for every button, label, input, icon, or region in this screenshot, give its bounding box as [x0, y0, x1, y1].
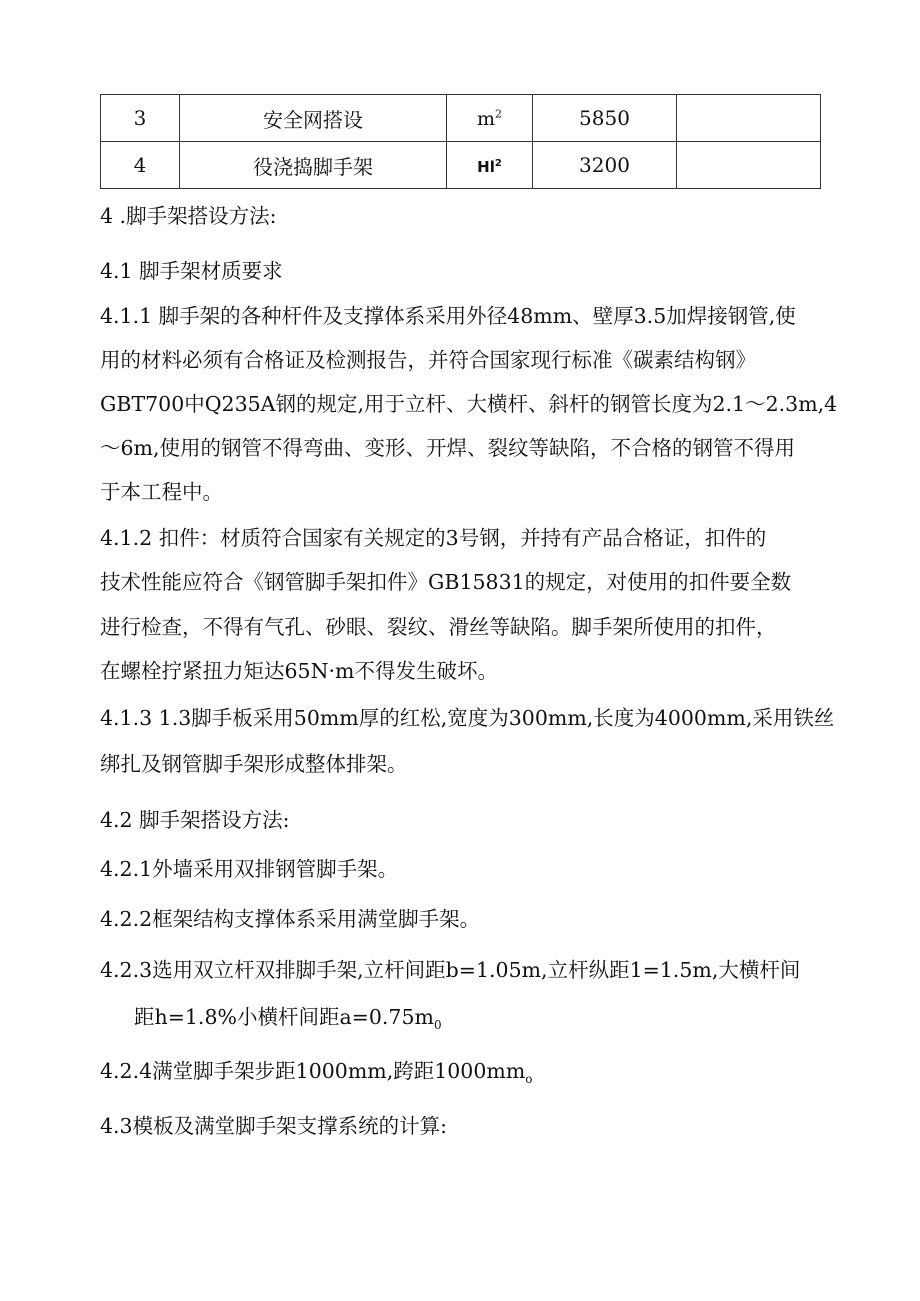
paragraph-line: 用的材料必须有合格证及检测报告，并符合国家现行标准《碳素结构钢》 [100, 348, 756, 372]
unit-label: $m^2$ [476, 107, 503, 130]
table-row [101, 142, 821, 189]
quantity-table [100, 94, 821, 189]
section-heading: 4 .脚手架搭设方法: [100, 204, 277, 228]
paragraph-line: ～6m,使用的钢管不得弯曲、变形、开焊、裂纹等缺陷，不合格的钢管不得用 [100, 436, 795, 460]
paragraph-line: 4.2.2框架结构支撑体系采用满堂脚手架。 [100, 907, 481, 931]
paragraph-line: 于本工程中。 [100, 480, 223, 504]
paragraph-line: 4.2.1外墙采用双排钢管脚手架。 [100, 857, 399, 881]
paragraph-line: 进行检查，不得有气孔、砂眼、裂纹、滑丝等缺陷。脚手架所使用的扣件， [100, 615, 777, 639]
note-cell [677, 95, 821, 142]
row-number: 3 [101, 95, 180, 142]
paragraph-line: 4.1.2 扣件：材质符合国家有关规定的3号钢，并持有产品合格证，扣件的 [100, 526, 767, 550]
quantity-value: 5850 [533, 95, 677, 142]
item-name: 安全网搭设 [180, 95, 447, 142]
unit-cell [447, 95, 533, 142]
paragraph-line: 4.2.4满堂脚手架步距1000mm,跨距$1000mm_o$ [100, 1059, 533, 1087]
paragraph-line: 4.2.3选用双立杆双排脚手架,立杆间距b=1.05m,立杆纵距1=1.5m,大横杆间 [100, 958, 801, 982]
paragraph-line: 在螺栓拧紧扭力矩达65N·m不得发生破坏。 [100, 659, 498, 683]
paragraph-line: 技术性能应符合《钢管脚手架扣件》GB15831的规定，对使用的扣件要全数 [100, 570, 792, 594]
unit-cell [447, 142, 533, 189]
paragraph-line: 4.1.1 脚手架的各种杆件及支撑体系采用外径48mm、壁厚3.5加焊接钢管,使 [100, 304, 796, 328]
paragraph-line: GBT700中Q235A钢的规定,用于立杆、大横杆、斜杆的钢管长度为2.1～2.3m,4 [100, 392, 838, 416]
quantity-value: 3200 [533, 142, 677, 189]
note-cell [677, 142, 821, 189]
row-number: 4 [101, 142, 180, 189]
unit-label: Hl$^2$ [477, 158, 502, 176]
subsection-heading: 4.1 脚手架材质要求 [100, 259, 283, 283]
item-name: 役浇捣脚手架 [180, 142, 447, 189]
paragraph-line: 4.1.3 1.3脚手板采用50mm厚的红松,宽度为300mm,长度为4000mm,采用铁丝 [100, 706, 835, 730]
subsection-heading: 4.3模板及满堂脚手架支撑系统的计算: [100, 1114, 448, 1138]
subsection-heading: 4.2 脚手架搭设方法: [100, 808, 290, 832]
table-row [101, 95, 821, 142]
paragraph-line: 距h=1.8%小横杆间距$a=0.75m_0$ [134, 1005, 442, 1033]
paragraph-line: 绑扎及钢管脚手架形成整体排架。 [100, 752, 408, 776]
